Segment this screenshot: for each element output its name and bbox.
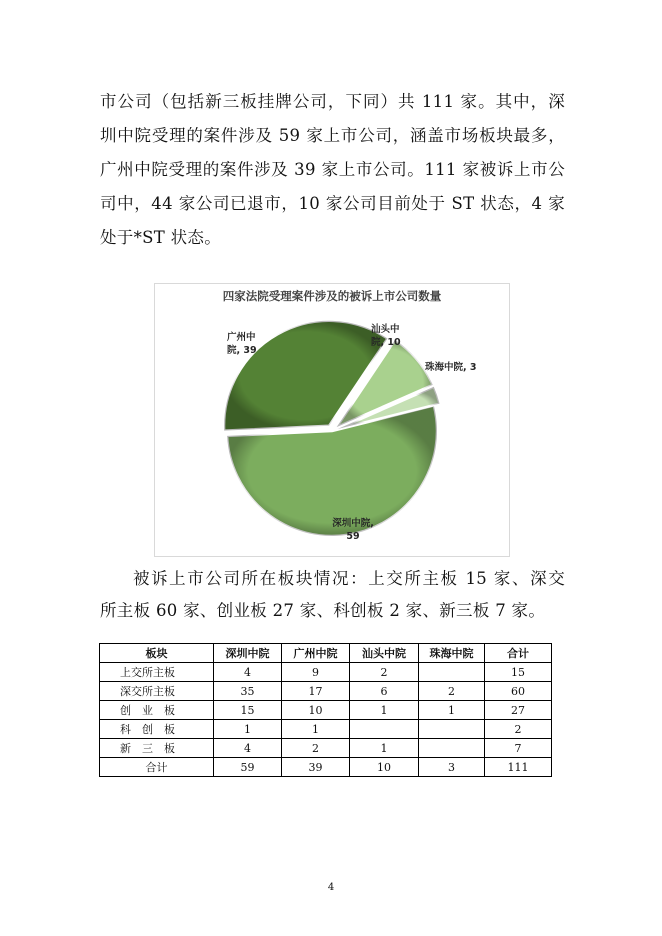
table-cell: 35 bbox=[214, 682, 282, 701]
table-cell: 3 bbox=[419, 758, 485, 777]
table-cell: 15 bbox=[485, 663, 552, 682]
paragraph-line: 圳中院受理的案件涉及 59 家上市公司，涵盖市场板块最多， bbox=[100, 126, 565, 145]
table-header-cell: 合计 bbox=[485, 644, 552, 663]
table-row bbox=[100, 663, 552, 682]
paragraph-line: 所主板 60 家、创业板 27 家、科创板 2 家、新三板 7 家。 bbox=[100, 601, 546, 620]
table-cell bbox=[419, 739, 485, 758]
pie-label-广州中院: 广州中院, 39 bbox=[227, 332, 257, 356]
table-header-cell: 板块 bbox=[100, 644, 214, 663]
paragraph-line: 被诉上市公司所在板块情况：上交所主板 15 家、深交 bbox=[133, 569, 565, 588]
row-label: 新三板 bbox=[100, 739, 214, 758]
table-cell: 2 bbox=[350, 663, 419, 682]
table-header-row bbox=[100, 644, 552, 663]
paragraph-line: 处于*ST 状态。 bbox=[100, 228, 222, 247]
table-cell: 59 bbox=[214, 758, 282, 777]
paragraph-line: 市公司（包括新三板挂牌公司，下同）共 111 家。其中，深 bbox=[100, 92, 565, 111]
paragraph-line: 广州中院受理的案件涉及 39 家上市公司。111 家被诉上市公 bbox=[100, 160, 565, 179]
table-header-cell: 广州中院 bbox=[282, 644, 350, 663]
pie-label-珠海中院: 珠海中院, 3 bbox=[425, 362, 477, 373]
row-label: 上交所主板 bbox=[100, 663, 214, 682]
row-label: 科创板 bbox=[100, 720, 214, 739]
paragraph-court-summary bbox=[100, 85, 565, 255]
table-cell: 4 bbox=[214, 663, 282, 682]
table-cell: 27 bbox=[485, 701, 552, 720]
table-cell: 1 bbox=[350, 701, 419, 720]
row-label: 深交所主板 bbox=[100, 682, 214, 701]
table-cell: 1 bbox=[419, 701, 485, 720]
chart-title: 四家法院受理案件涉及的被诉上市公司数量 bbox=[222, 289, 442, 303]
table-header-cell: 深圳中院 bbox=[214, 644, 282, 663]
table-cell: 2 bbox=[485, 720, 552, 739]
row-label: 创业板 bbox=[100, 701, 214, 720]
table-cell: 60 bbox=[485, 682, 552, 701]
table-header-cell: 汕头中院 bbox=[350, 644, 419, 663]
table-cell: 9 bbox=[282, 663, 350, 682]
table-cell bbox=[419, 720, 485, 739]
pie-label-汕头中院: 汕头中院, 10 bbox=[371, 324, 401, 348]
table-cell: 39 bbox=[282, 758, 350, 777]
table-cell: 10 bbox=[282, 701, 350, 720]
paragraph-line: 司中，44 家公司已退市，10 家公司目前处于 ST 状态，4 家 bbox=[100, 194, 565, 213]
table-cell: 2 bbox=[419, 682, 485, 701]
table-cell: 4 bbox=[214, 739, 282, 758]
table-cell: 2 bbox=[282, 739, 350, 758]
table-cell: 10 bbox=[350, 758, 419, 777]
page-number: 4 bbox=[327, 882, 335, 893]
table-row bbox=[100, 720, 552, 739]
table-cell: 17 bbox=[282, 682, 350, 701]
paragraph-board-summary bbox=[100, 563, 565, 627]
table-cell: 15 bbox=[214, 701, 282, 720]
table-cell: 1 bbox=[214, 720, 282, 739]
table-row bbox=[100, 701, 552, 720]
table-total-row bbox=[100, 758, 552, 777]
table-cell: 7 bbox=[485, 739, 552, 758]
table-header-cell: 珠海中院 bbox=[419, 644, 485, 663]
table-cell: 111 bbox=[485, 758, 552, 777]
table-row bbox=[100, 682, 552, 701]
table-cell bbox=[419, 663, 485, 682]
table-cell bbox=[350, 720, 419, 739]
pie-chart bbox=[154, 283, 510, 557]
table-row bbox=[100, 739, 552, 758]
table-cell: 1 bbox=[282, 720, 350, 739]
row-label: 合计 bbox=[100, 758, 214, 777]
table-cell: 1 bbox=[350, 739, 419, 758]
pie-label-深圳中院: 深圳中院, 59 bbox=[332, 518, 374, 542]
board-court-table bbox=[99, 643, 552, 777]
pie-chart-canvas bbox=[155, 284, 509, 556]
table-cell: 6 bbox=[350, 682, 419, 701]
